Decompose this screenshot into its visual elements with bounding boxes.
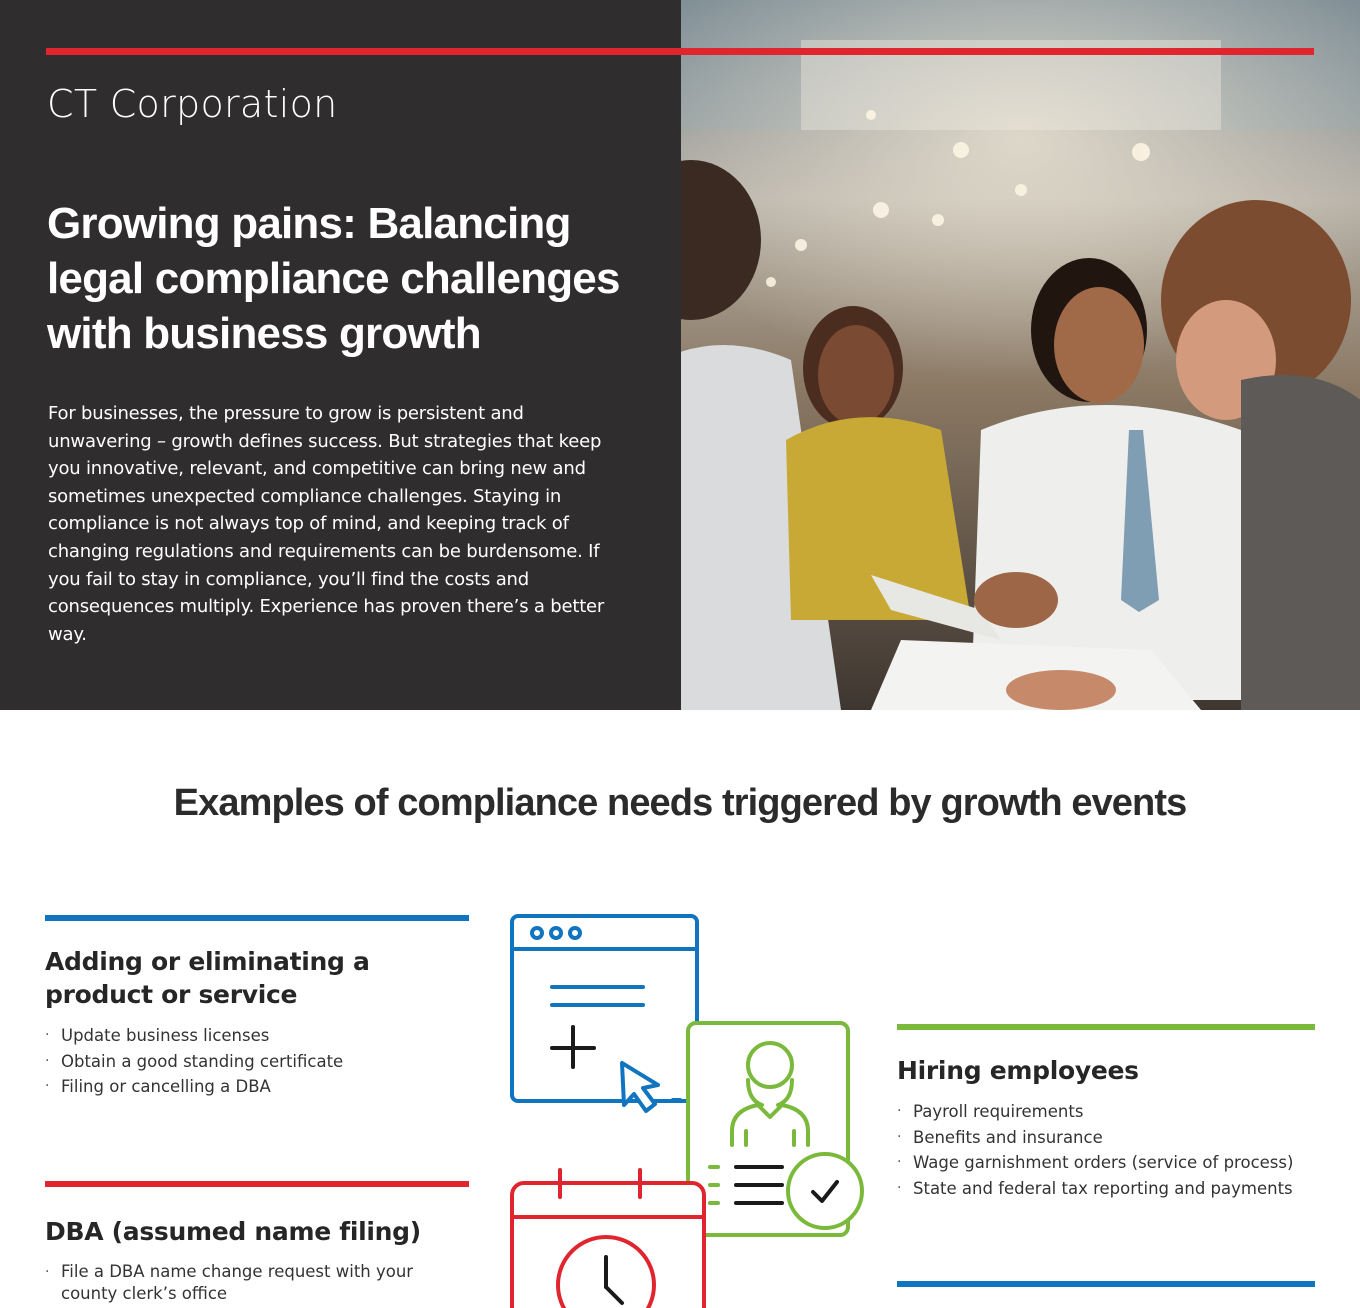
page-title: Growing pains: Balancing legal compliance challenges with business growth	[47, 199, 620, 358]
list-item: · Obtain a good standing certificate	[45, 1051, 344, 1071]
list-item: · File a DBA name change request with your county clerk’s office	[45, 1262, 414, 1303]
business-meeting-photo	[681, 0, 1360, 710]
card-title: DBA (assumed name filing)	[45, 1217, 421, 1246]
card-hiring-employees	[897, 1024, 1315, 1201]
growth-events-illustration	[500, 905, 880, 1308]
card-accent-rule	[897, 1024, 1315, 1030]
list-item: · Benefits and insurance	[897, 1127, 1103, 1147]
card-list	[897, 1099, 1315, 1201]
card-accent-rule	[45, 1181, 469, 1187]
card-product-service	[45, 915, 469, 1100]
card-dba	[45, 1181, 469, 1305]
list-item: · Payroll requirements	[897, 1102, 1084, 1121]
card-title: Hiring employees	[897, 1056, 1139, 1085]
card-accent-rule	[45, 915, 469, 921]
list-item: · Update business licenses	[45, 1026, 270, 1045]
card-list	[45, 1261, 469, 1305]
list-item: · Wage garnishment orders (service of process)	[897, 1153, 1294, 1173]
card-title: Adding or eliminating a product or service	[45, 947, 370, 1009]
top-accent-rule	[46, 48, 1314, 55]
hero-text-panel	[0, 0, 681, 710]
list-item: · State and federal tax reporting and payments	[897, 1178, 1293, 1198]
intro-paragraph: For businesses, the pressure to grow is persistent and unwavering – growth defines success. But strategies that keep you innovative, relevant, and competitive can bring new and sometimes unexpected compliance challenges. Staying in compliance is not always top of mind, and keeping track of changing regulations and requirements can be burdensome. If you fail to stay in compliance, you’ll find the costs and consequences multiply. Experience has proven there’s a better way.	[48, 403, 605, 645]
card-list	[45, 1023, 469, 1100]
section-title: Examples of compliance needs triggered by growth events	[173, 782, 1187, 824]
list-item: · Filing or cancelling a DBA	[45, 1077, 271, 1097]
brand-name: CT Corporation	[47, 82, 338, 126]
next-section-accent-rule	[897, 1281, 1315, 1287]
browser-add-icon	[512, 916, 697, 1101]
checkmark-icon	[788, 1154, 862, 1228]
